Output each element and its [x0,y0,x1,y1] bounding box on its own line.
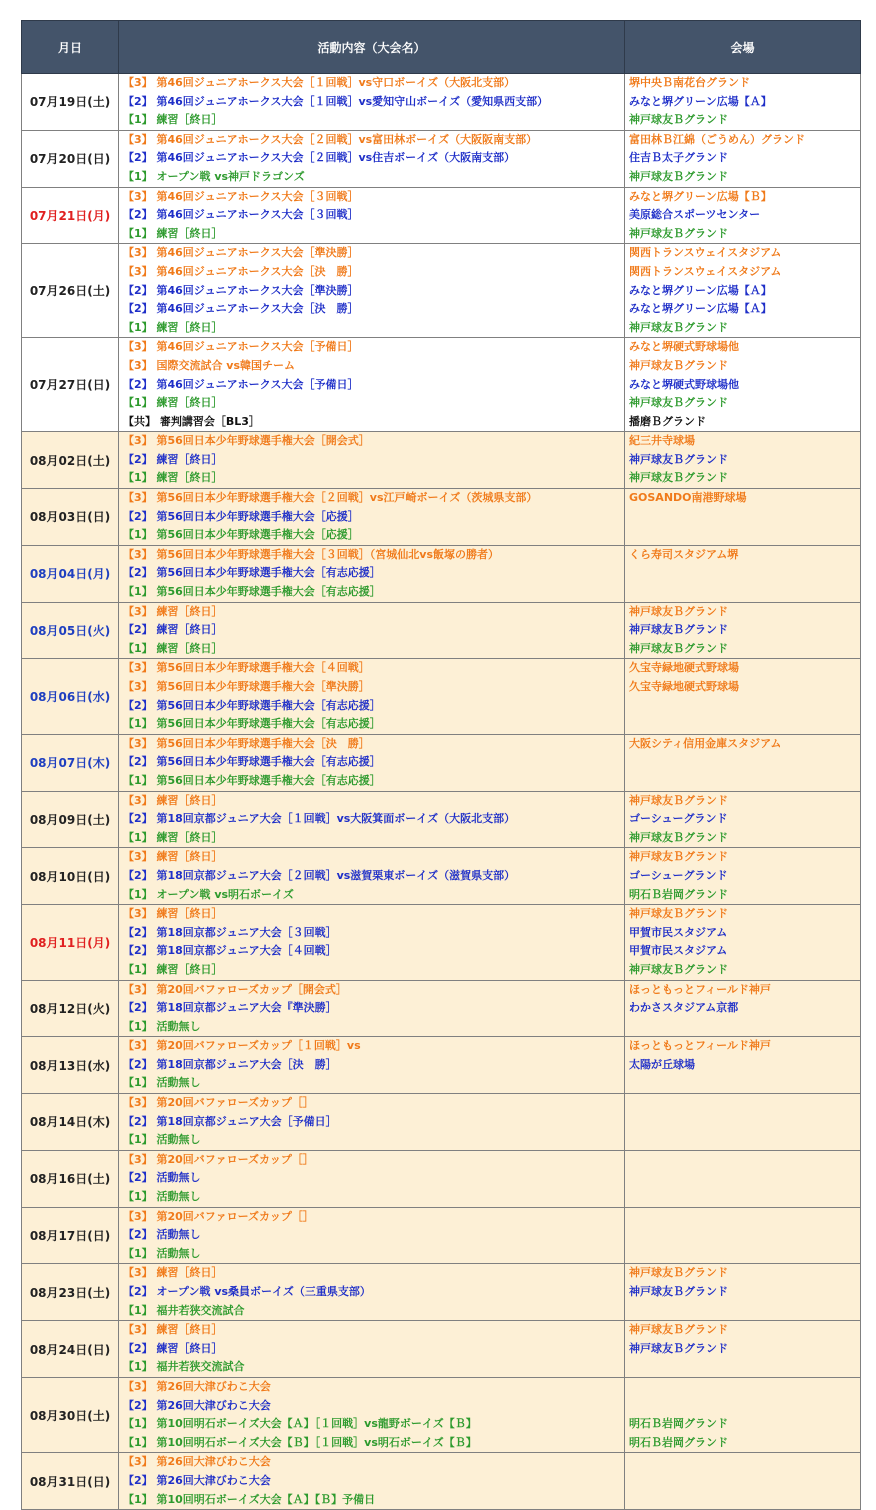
venue-line [625,583,860,602]
activity-line: 【2】 第46回ジュニアホークス大会［１回戦］vs愛知守山ボーイズ（愛知県西支部） [123,94,549,108]
row-activities [119,489,625,546]
venue-line: 神戸球友Ｂグランド [629,471,728,485]
venue-line: 神戸球友Ｂグランド [629,907,728,921]
row-venues [625,905,861,980]
venue-line [625,1245,860,1264]
activity-line: 【1】 第10回明石ボーイズ大会【Ａ】【Ｂ】予備日 [123,1492,376,1506]
activity-line: 【3】 第46回ジュニアホークス大会［予備日］ [123,340,359,354]
activity-line: 【1】 第56回日本少年野球選手権大会［有志応援］ [123,585,381,599]
venue-line: くら寿司スタジアム堺 [629,547,739,561]
row-activities [119,734,625,791]
venue-line [625,1074,860,1093]
activity-line: 【2】 第56回日本少年野球選手権大会［有志応援］ [123,566,381,580]
venue-line [625,753,860,772]
row-activities [119,1321,625,1378]
activity-line: 【2】 第56回日本少年野球選手権大会［有志応援］ [123,698,381,712]
activity-line: 【3】 第20回バファローズカップ［］ [123,1209,314,1223]
row-activities [119,1377,625,1452]
activity-line: 【3】 第46回ジュニアホークス大会［決 勝］ [123,264,359,278]
row-date: 08月09日(土) [22,791,119,848]
schedule-body [22,74,861,1510]
table-row [22,432,861,489]
venue-line [625,1188,860,1207]
activity-line: 【3】 第46回ジュニアホークス大会［２回戦］vs富田林ボーイズ（大阪阪南支部） [123,132,538,146]
row-date: 08月06日(水) [22,659,119,734]
venue-line: 富田林Ｂ江綿（ごうめん）グランド [629,132,805,146]
row-activities [119,980,625,1037]
table-row [22,489,861,546]
table-row [22,791,861,848]
activity-line: 【2】 第56回日本少年野球選手権大会［有志応援］ [123,755,381,769]
venue-line [625,1226,860,1245]
header-venue: 会場 [625,21,861,74]
table-row [22,1377,861,1452]
venue-line: 神戸球友Ｂグランド [629,604,728,618]
activity-line: 【2】 オープン戦 vs桑員ボーイズ（三重県支部） [123,1285,371,1298]
activity-line: 【1】 オープン戦 vs明石ボーイズ [123,887,294,901]
venue-line: ほっともっとフィールド神戸 [629,1039,771,1053]
activity-line: 【1】 第10回明石ボーイズ大会【Ａ】［１回戦］vs龍野ボーイズ【Ｂ】 [123,1417,477,1431]
row-activities [119,791,625,848]
table-row [22,545,861,602]
venue-line: 久宝寺緑地硬式野球場 [629,661,739,675]
row-activities [119,187,625,244]
venue-line [625,1018,860,1037]
table-row [22,1207,861,1264]
activity-line: 【2】 練習［終日］ [123,623,223,637]
table-row [22,1150,861,1207]
row-date: 07月27日(日) [22,338,119,432]
table-row [22,244,861,338]
activity-line: 【2】 第18回京都ジュニア大会［予備日］ [123,1114,337,1128]
table-row [22,1094,861,1151]
venue-line: 神戸球友Ｂグランド [629,1285,728,1298]
venue-line [625,564,860,583]
venue-line: 神戸球友Ｂグランド [629,1266,728,1280]
venue-line: 甲賀市民スタジアム [629,925,728,939]
venue-line: 神戸球友Ｂグランド [629,830,728,844]
row-venues [625,489,861,546]
row-activities [119,1207,625,1264]
row-venues [625,1453,861,1510]
row-date: 08月24日(日) [22,1321,119,1378]
venue-line: 神戸球友Ｂグランド [629,396,728,410]
venue-line: 神戸球友Ｂグランド [629,623,728,637]
activity-line: 【3】 第56回日本少年野球選手権大会［２回戦］vs江戸崎ボーイズ（茨城県支部） [123,491,538,505]
activity-line: 【1】 活動無し [123,1019,201,1033]
activity-line: 【3】 第20回バファローズカップ［］ [123,1096,314,1110]
row-venues [625,1207,861,1264]
venue-line [625,1208,860,1227]
venue-line: ゴーシューグランド [629,812,728,826]
activity-line: 【3】 練習［終日］ [123,1266,223,1280]
table-row [22,1321,861,1378]
activity-line: 【1】 練習［終日］ [123,830,223,844]
table-row [22,74,861,131]
activity-line: 【3】 第56回日本少年野球選手権大会［４回戦］ [123,661,370,675]
activity-line: 【2】 活動無し [123,1171,201,1185]
row-venues [625,1321,861,1378]
table-row [22,734,861,791]
activity-line: 【2】 第18回京都ジュニア大会［４回戦］ [123,944,337,958]
venue-line: 播磨Ｂグランド [629,414,706,428]
activity-line: 【3】 練習［終日］ [123,604,223,618]
row-date: 08月05日(火) [22,602,119,659]
row-date: 08月02日(土) [22,432,119,489]
venue-line: 住吉Ｂ太子グランド [629,151,728,165]
venue-line: 神戸球友Ｂグランド [629,962,728,976]
venue-line: 関西トランスウェイスタジアム [629,246,782,260]
row-venues [625,848,861,905]
activity-line: 【2】 第26回大津びわこ大会 [123,1473,271,1487]
row-date: 07月20日(日) [22,130,119,187]
activity-line: 【3】 第46回ジュニアホークス大会［準決勝］ [123,246,359,260]
activity-line: 【3】 第20回バファローズカップ［１回戦］vs [123,1039,361,1053]
venue-line: 神戸球友Ｂグランド [629,113,728,127]
row-activities [119,1264,625,1321]
activity-line: 【1】 第10回明石ボーイズ大会【Ｂ】［１回戦］vs明石ボーイズ【Ｂ】 [123,1435,477,1449]
table-row [22,602,861,659]
table-row [22,659,861,734]
activity-line: 【1】 練習［終日］ [123,471,223,485]
venue-line: みなと堺グリーン広場【Ａ】 [629,283,772,297]
venue-line: 神戸球友Ｂグランド [629,641,728,655]
row-venues [625,791,861,848]
activity-line: 【1】 第56回日本少年野球選手権大会［有志応援］ [123,717,381,731]
activity-line: 【1】 練習［終日］ [123,962,223,976]
venue-line: みなと堺硬式野球場他 [629,377,739,391]
activity-line: 【2】 練習［終日］ [123,1341,223,1355]
row-venues [625,1377,861,1452]
activity-line: 【1】 練習［終日］ [123,320,223,334]
activity-line: 【1】 第56回日本少年野球選手権大会［有志応援］ [123,773,381,787]
venue-line: 神戸球友Ｂグランド [629,850,728,864]
row-date: 08月07日(木) [22,734,119,791]
row-venues [625,602,861,659]
venue-line: 紀三井寺球場 [629,434,695,448]
venue-line [625,1131,860,1150]
activity-line: 【1】 活動無し [123,1076,201,1090]
activity-line: 【1】 第56回日本少年野球選手権大会［応援］ [123,528,359,542]
activity-line: 【2】 練習［終日］ [123,452,223,466]
venue-line: 神戸球友Ｂグランド [629,793,728,807]
activity-line: 【3】 第56回日本少年野球選手権大会［決 勝］ [123,736,370,750]
row-activities [119,905,625,980]
row-activities [119,1094,625,1151]
row-date: 08月31日(日) [22,1453,119,1510]
row-activities [119,130,625,187]
row-venues [625,187,861,244]
venue-line: ゴーシューグランド [629,868,728,882]
row-date: 08月11日(月) [22,905,119,980]
activity-line: 【3】 第46回ジュニアホークス大会［１回戦］vs守口ボーイズ（大阪北支部） [123,76,516,89]
venue-line: みなと堺グリーン広場【Ｂ】 [629,189,772,203]
activity-line: 【3】 第56回日本少年野球選手権大会［準決勝］ [123,680,370,693]
venue-line [625,1169,860,1188]
activity-line: 【2】 第46回ジュニアホークス大会［３回戦］ [123,208,359,222]
row-date: 08月30日(土) [22,1377,119,1452]
table-row [22,905,861,980]
venue-line: 神戸球友Ｂグランド [629,1323,728,1337]
activity-line: 【1】 活動無し [123,1190,201,1204]
table-row [22,1264,861,1321]
venue-line [625,697,860,716]
row-date: 07月26日(土) [22,244,119,338]
row-date: 08月10日(日) [22,848,119,905]
row-activities [119,74,625,131]
activity-line: 【3】 国際交流試合 vs韓国チーム [123,358,296,372]
venue-line [625,1378,860,1397]
activity-line: 【2】 第18回京都ジュニア大会［決 勝］ [123,1057,337,1071]
activity-line: 【1】 練習［終日］ [123,226,223,240]
venue-line [625,772,860,791]
activity-line: 【3】 第20回バファローズカップ［］ [123,1152,314,1166]
venue-line: 甲賀市民スタジアム [629,944,728,958]
row-venues [625,74,861,131]
activity-line: 【1】 練習［終日］ [123,113,223,127]
row-date: 07月19日(土) [22,74,119,131]
row-activities [119,659,625,734]
table-row [22,187,861,244]
row-activities [119,1037,625,1094]
row-activities [119,1150,625,1207]
row-venues [625,432,861,489]
row-activities [119,432,625,489]
table-row [22,848,861,905]
venue-line: 明石Ｂ岩岡グランド [629,1417,728,1431]
activity-line: 【2】 第18回京都ジュニア大会［１回戦］vs大阪箕面ボーイズ（大阪北支部） [123,812,516,826]
activity-line: 【1】 オープン戦 vs神戸ドラゴンズ [123,169,305,183]
row-date: 08月12日(火) [22,980,119,1037]
row-venues [625,130,861,187]
row-activities [119,1453,625,1510]
activity-line: 【2】 活動無し [123,1228,201,1242]
table-row [22,980,861,1037]
schedule-table [21,20,861,1510]
venue-line: 神戸球友Ｂグランド [629,358,728,372]
activity-line: 【2】 第46回ジュニアホークス大会［２回戦］vs住吉ボーイズ（大阪南支部） [123,151,516,165]
venue-line [625,1358,860,1377]
venue-line [625,1113,860,1132]
venue-line [625,715,860,734]
header-date: 月日 [22,21,119,74]
activity-line: 【1】 活動無し [123,1246,201,1260]
row-date: 08月16日(土) [22,1150,119,1207]
venue-line: みなと堺グリーン広場【Ａ】 [629,94,772,108]
venue-line: ほっともっとフィールド神戸 [629,982,771,996]
venue-line: 明石Ｂ岩岡グランド [629,1435,728,1449]
activity-line: 【1】 福井若狭交流試合 [123,1303,245,1317]
row-activities [119,545,625,602]
venue-line [625,1472,860,1491]
row-activities [119,602,625,659]
activity-line: 【3】 練習［終日］ [123,1323,223,1337]
row-venues [625,338,861,432]
row-date: 08月03日(日) [22,489,119,546]
venue-line: 美原総合スポーツセンター [629,208,761,222]
row-activities [119,338,625,432]
activity-line: 【2】 第18回京都ジュニア大会『準決勝］ [123,1001,337,1015]
activity-line: 【2】 第46回ジュニアホークス大会［予備日］ [123,377,359,391]
table-row [22,338,861,432]
venue-line [625,1151,860,1170]
row-venues [625,980,861,1037]
row-activities [119,848,625,905]
venue-line [625,508,860,527]
activity-line: 【2】 第18回京都ジュニア大会［２回戦］vs滋賀栗東ボーイズ（滋賀県支部） [123,868,516,882]
row-date: 08月14日(木) [22,1094,119,1151]
row-venues [625,734,861,791]
activity-line: 【1】 福井若狭交流試合 [123,1360,245,1374]
venue-line: みなと堺硬式野球場他 [629,340,739,354]
activity-line: 【2】 第18回京都ジュニア大会［３回戦］ [123,925,337,939]
activity-line: 【3】 第26回大津びわこ大会 [123,1379,271,1393]
venue-line: わかさスタジアム京都 [629,1001,739,1015]
venue-line: 久宝寺緑地硬式野球場 [629,680,739,693]
venue-line: 関西トランスウェイスタジアム [629,264,782,278]
venue-line [625,1094,860,1113]
venue-line: 神戸球友Ｂグランド [629,320,728,334]
row-venues [625,1094,861,1151]
venue-line: 明石Ｂ岩岡グランド [629,887,728,901]
row-venues [625,545,861,602]
row-venues [625,1037,861,1094]
activity-line: 【1】 活動無し [123,1133,201,1147]
activity-line: 【共】 審判講習会［BL3］ [123,414,260,428]
activity-line: 【2】 第46回ジュニアホークス大会［準決勝］ [123,283,359,297]
row-date: 07月21日(月) [22,187,119,244]
activity-line: 【1】 練習［終日］ [123,396,223,410]
row-date: 08月17日(日) [22,1207,119,1264]
row-activities [119,244,625,338]
activity-line: 【2】 第46回ジュニアホークス大会［決 勝］ [123,302,359,316]
venue-line: 神戸球友Ｂグランド [629,1341,728,1355]
venue-line [625,1302,860,1321]
row-venues [625,244,861,338]
venue-line [625,1491,860,1510]
venue-line: 大阪シティ信用金庫スタジアム [629,736,782,750]
row-venues [625,1264,861,1321]
venue-line: GOSANDO南港野球場 [629,491,747,505]
venue-line [625,1397,860,1416]
activity-line: 【3】 練習［終日］ [123,907,223,921]
activity-line: 【3】 第56回日本少年野球選手権大会［開会式］ [123,434,370,448]
table-row [22,1037,861,1094]
row-venues [625,659,861,734]
row-venues [625,1150,861,1207]
table-header-row [22,21,861,74]
venue-line [625,526,860,545]
row-date: 08月23日(土) [22,1264,119,1321]
row-date: 08月13日(水) [22,1037,119,1094]
activity-line: 【3】 第26回大津びわこ大会 [123,1455,271,1469]
activity-line: 【3】 第46回ジュニアホークス大会［３回戦］ [123,189,359,203]
header-activity: 活動内容（大会名） [119,21,625,74]
venue-line: 太陽が丘球場 [629,1057,695,1071]
row-date: 08月04日(月) [22,545,119,602]
venue-line: 神戸球友Ｂグランド [629,452,728,466]
activity-line: 【3】 第56回日本少年野球選手権大会［３回戦］（宮城仙北vs飯塚の勝者） [123,547,500,561]
venue-line: 神戸球友Ｂグランド [629,226,728,240]
table-row [22,130,861,187]
venue-line [625,1453,860,1472]
venue-line: 神戸球友Ｂグランド [629,169,728,183]
table-row [22,1453,861,1510]
activity-line: 【1】 練習［終日］ [123,641,223,655]
activity-line: 【3】 第20回バファローズカップ［開会式］ [123,982,347,996]
activity-line: 【2】 第26回大津びわこ大会 [123,1398,271,1412]
venue-line: 堺中央Ｂ南花台グランド [629,76,750,89]
venue-line: みなと堺グリーン広場【Ａ】 [629,302,772,316]
activity-line: 【3】 練習［終日］ [123,850,223,864]
activity-line: 【2】 第56回日本少年野球選手権大会［応援］ [123,509,359,523]
activity-line: 【3】 練習［終日］ [123,793,223,807]
